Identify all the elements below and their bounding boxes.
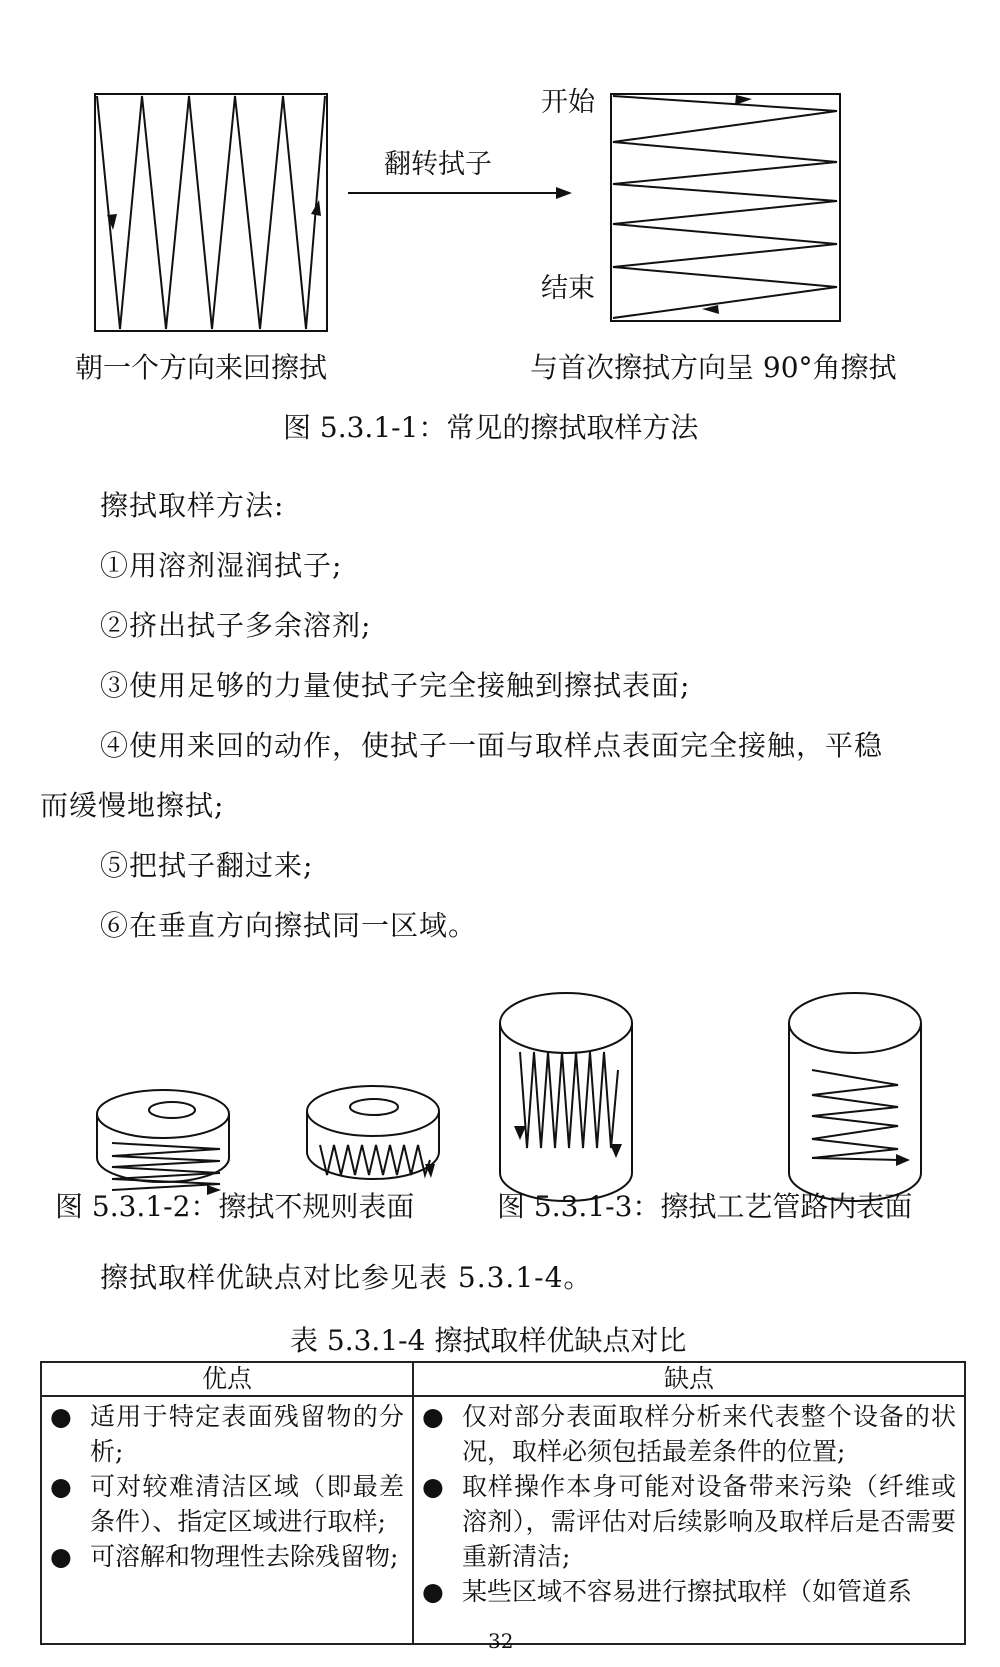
irregular-surface-ring-right [307,1086,439,1179]
bullet: ● [422,1402,444,1431]
list-item: ● 可对较难清洁区域（即最差条件）、指定区域进行取样; [50,1469,404,1539]
bullet: ● [50,1472,72,1501]
bullet: ● [50,1542,72,1571]
table-title: 表 5.3.1-4 擦拭取样优缺点对比 [290,1324,687,1357]
figure2-caption: 图 5.3.1-2：擦拭不规则表面 [55,1190,415,1223]
method-step: ④使用来回的动作，使拭子一面与取样点表面完全接触，平稳 [100,729,884,762]
method-step: ⑥在垂直方向擦拭同一区域。 [100,909,478,942]
page-number: 32 [488,1629,514,1653]
method-step-continuation: 而缓慢地擦拭; [40,789,225,822]
table-header-row [41,1362,965,1396]
advantages-cell [41,1396,413,1644]
method-step: ③使用足够的力量使拭子完全接触到擦拭表面; [100,669,691,702]
flip-swab-label: 翻转拭子 [384,149,492,180]
bullet: ● [50,1402,72,1431]
pipe-vertical-swab [500,993,632,1201]
figure3-caption: 图 5.3.1-3：擦拭工艺管路内表面 [497,1190,913,1223]
list-item: ● 可溶解和物理性去除残留物; [50,1539,404,1574]
disadvantages-header: 缺点 [413,1362,965,1396]
bullet: ● [422,1577,444,1606]
list-item: ● 适用于特定表面残留物的分析; [50,1399,404,1469]
vertical-zigzag-square [95,94,327,331]
list-item: ● 某些区域不容易进行擦拭取样（如管道系 [422,1574,956,1609]
method-step: ⑤把拭子翻过来; [100,849,314,882]
comparison-table [40,1361,966,1645]
horizontal-zigzag-square [611,94,840,321]
flip-swab-arrow [348,187,572,199]
method-heading: 擦拭取样方法: [100,489,285,522]
irregular-surface-ring-left [97,1090,229,1190]
pipe-horizontal-swab [789,993,921,1201]
figure-title: 图 5.3.1-1：常见的擦拭取样方法 [283,411,699,444]
left-diagram-caption: 朝一个方向来回擦拭 [75,351,328,384]
method-step: ②挤出拭子多余溶剂; [100,609,372,642]
bullet: ● [422,1472,444,1501]
list-item: ● 取样操作本身可能对设备带来污染（纤维或溶剂），需评估对后续影响及取样后是否需要重新清洁; [422,1469,956,1574]
method-step: ①用溶剂湿润拭子; [100,549,343,582]
table-reference-text: 擦拭取样优缺点对比参见表 5.3.1-4。 [100,1261,593,1294]
pipe-horizontal-arrow [896,1154,910,1166]
start-label: 开始 [541,87,595,118]
right-diagram-caption: 与首次擦拭方向呈 90°角擦拭 [530,351,897,384]
disadvantages-cell [413,1396,965,1644]
table-row [41,1396,965,1644]
list-item: ● 仅对部分表面取样分析来代表整个设备的状况，取样必须包括最差条件的位置; [422,1399,956,1469]
end-label: 结束 [541,273,595,304]
advantages-header: 优点 [41,1362,413,1396]
